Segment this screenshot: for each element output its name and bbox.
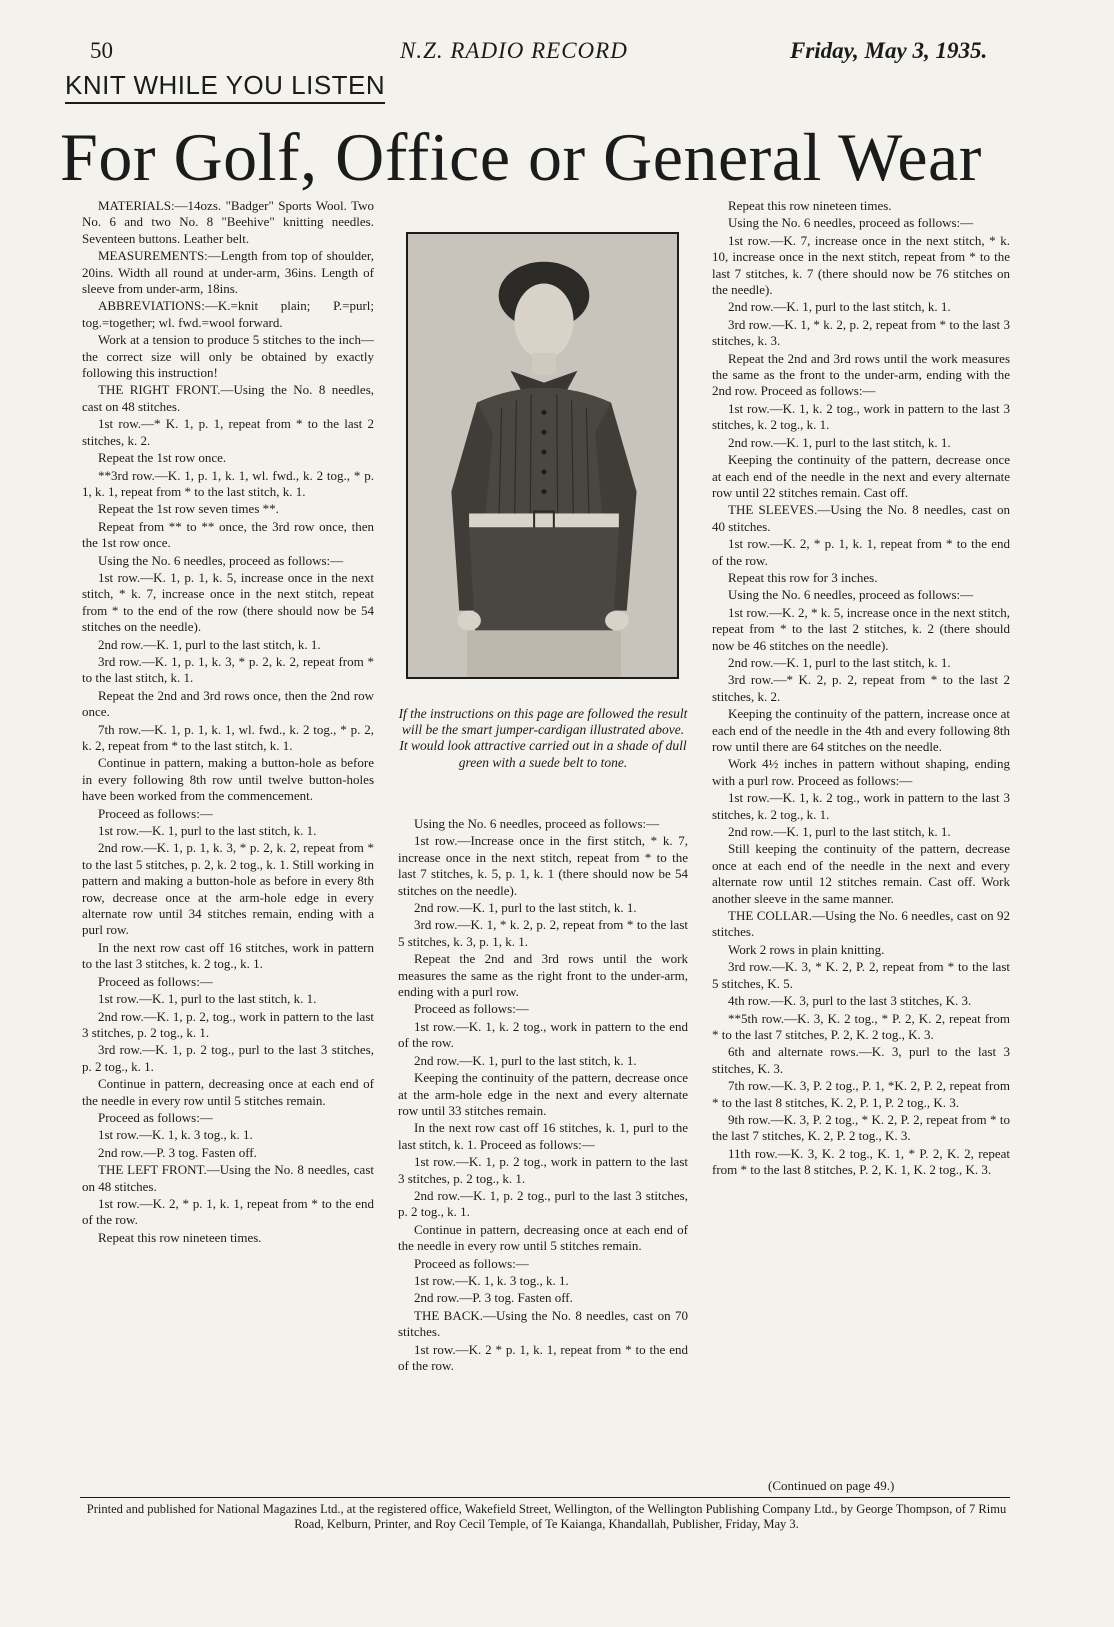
continued-note: (Continued on page 49.) — [768, 1478, 895, 1493]
paragraph: 1st row.—K. 1, k. 2 tog., work in pattern to the last 3 stitches, k. 2 tog., k. 1. — [712, 400, 1010, 433]
paragraph: THE SLEEVES.—Using the No. 8 needles, cast on 40 stitches. — [712, 502, 1010, 534]
page-number: 50 — [90, 38, 113, 63]
paragraph: Keeping the continuity of the pattern, decrease once at each end of the needle in the next and every alternate row until 22 stitches remain. Cast off. — [712, 452, 1010, 500]
paragraph: Continue in pattern, decreasing once at each end of the needle in every row until 5 stitches remain. — [82, 1076, 374, 1108]
section-kicker: KNIT WHILE YOU LISTEN — [65, 70, 385, 104]
paragraph: MEASUREMENTS:—Length from top of shoulder, 20ins. Width all round at under-arm, 36ins. Length of sleeve from under-arm, 18ins. — [82, 248, 374, 297]
paragraph: 1st row.—K. 1, p. 2 tog., work in pattern to the last 3 stitches, p. 2 tog., k. 1. — [398, 1154, 688, 1186]
paragraph: 3rd row.—K. 1, p. 2 tog., purl to the last 3 stitches, p. 2 tog., k. 1. — [82, 1042, 374, 1074]
paragraph: THE LEFT FRONT.—Using the No. 8 needles, cast on 48 stitches. — [82, 1162, 374, 1194]
paragraph: 1st row.—K. 1, k. 2 tog., work in pattern to the end of the row. — [398, 1018, 688, 1051]
cardigan-photo — [406, 232, 679, 679]
article-headline: For Golf, Office or General Wear — [60, 119, 982, 195]
paragraph: 2nd row.—K. 1, purl to the last stitch, k. 1. — [728, 434, 951, 450]
paragraph: 1st row.—K. 1, purl to the last stitch, k. 1. — [98, 823, 317, 839]
paragraph: Repeat the 2nd and 3rd rows until the work measures the same as the front to the under-arm, ending with the 2nd row. Proceed as follows:— — [712, 350, 1010, 399]
paragraph: Continue in pattern, making a button-hole as before in every following 8th row until twelve button-holes have been worked from the commencement. — [82, 755, 374, 804]
paragraph: 2nd row.—K. 1, p. 1, k. 3, * p. 2, k. 2, repeat from * to the last 5 stitches, p. 2, k. 2 tog., k. 1. Still working in pattern and making a button-hole as before in every 8th row, decrease once at the arm-hole edge in every alternate row until 34 stitches remain, ending with a purl row. — [82, 840, 374, 938]
paragraph: 1st row.—* K. 1, p. 1, repeat from * to the last 2 stitches, k. 2. — [82, 416, 374, 448]
paragraph: Repeat this row nineteen times. — [98, 1229, 262, 1245]
paragraph: 1st row.—K. 1, p. 1, k. 5, increase once in the next stitch, * k. 7, increase once in the next stitch, repeat from * to the end of the row (there should now be 54 stitches on the needle). — [82, 569, 374, 635]
paragraph: Keeping the continuity of the pattern, decrease once at the arm-hole edge in the next and every alternate row until 33 stitches remain. — [398, 1070, 688, 1118]
paragraph: 2nd row.—K. 1, p. 2 tog., purl to the last 3 stitches, p. 2 tog., k. 1. — [398, 1187, 688, 1220]
paragraph: 9th row.—K. 3, P. 2 tog., * K. 2, P. 2, repeat from * to the last 7 stitches, K. 2, P. 2 tog., K. 3. — [712, 1111, 1010, 1144]
paragraph: 1st row.—K. 1, k. 3 tog., k. 1. — [414, 1272, 569, 1288]
paragraph: Using the No. 6 needles, proceed as follows:— — [728, 215, 974, 231]
woman-in-cardigan-illustration — [408, 234, 677, 677]
paragraph: 1st row.—K. 1, k. 2 tog., work in pattern to the last 3 stitches, k. 2 tog., k. 1. — [712, 790, 1010, 822]
paragraph: 1st row.—K. 2, * k. 5, increase once in the next stitch, repeat from * to the last 2 stitches, k. 2 (there should now be 46 stitches on the needle). — [712, 604, 1010, 653]
paragraph: 1st row.—K. 2 * p. 1, k. 1, repeat from * to the end of the row. — [398, 1341, 688, 1373]
paragraph: Using the No. 6 needles, proceed as follows:— — [98, 552, 344, 568]
paragraph: 2nd row.—P. 3 tog. Fasten off. — [98, 1144, 257, 1160]
paragraph: 2nd row.—K. 1, purl to the last stitch, k. 1. — [414, 1052, 637, 1068]
footer-rule — [80, 1497, 1010, 1498]
paragraph: 2nd row.—K. 1, purl to the last stitch, k. 1. — [98, 636, 321, 652]
paragraph: 1st row.—K. 7, increase once in the next stitch, * k. 10, increase once in the next stitch, repeat from * to the last 7 stitches, k. 7 (there should now be 76 stitches on the needle). — [712, 232, 1010, 298]
paragraph: 3rd row.—* K. 2, p. 2, repeat from * to the last 2 stitches, k. 2. — [712, 672, 1010, 704]
paragraph: 3rd row.—K. 3, * K. 2, P. 2, repeat from * to the last 5 stitches, K. 5. — [712, 959, 1010, 991]
paragraph: 7th row.—K. 1, p. 1, k. 1, wl. fwd., k. 2 tog., * p. 2, k. 2, repeat from * to the last stitch, k. 1. — [82, 721, 374, 753]
paragraph: Repeat the 2nd and 3rd rows once, then the 2nd row once. — [82, 687, 374, 720]
paragraph: Repeat the 1st row once. — [98, 450, 227, 466]
paragraph: **3rd row.—K. 1, p. 1, k. 1, wl. fwd., k. 2 tog., * p. 1, k. 1, repeat from * to the last stitch, k. 1. — [82, 467, 374, 499]
paragraph: 2nd row.—P. 3 tog. Fasten off. — [414, 1290, 573, 1306]
imprint-footer: Printed and published for National Magazines Ltd., at the registered office, Wakefield Street, Wellington, of the Wellington Publishing Company Ltd., by George Thompson, of 7 Rimu Road, Kelburn, Printer, and Roy Cecil Temple, of Te Kaianga, Khandallah, Publisher, Friday, May 3. — [86, 1502, 1007, 1531]
paragraph: Repeat the 2nd and 3rd rows until the work measures the same as the right front to the under-arm, ending with a purl row. — [398, 951, 688, 1000]
paragraph: Using the No. 6 needles, proceed as follows:— — [728, 587, 974, 603]
paragraph: 3rd row.—K. 1, * k. 2, p. 2, repeat from * to the last 5 stitches, k. 3, p. 1, k. 1. — [398, 917, 688, 949]
article-column-2 — [398, 816, 688, 1375]
paragraph: 1st row.—K. 1, k. 3 tog., k. 1. — [98, 1127, 253, 1143]
paragraph: 1st row.—Increase once in the first stitch, * k. 7, increase once in the next stitch, repeat from * to the last 7 stitches, k. 5, p. 1, k. 1 (there should now be 54 stitches on the needle). — [398, 833, 688, 898]
paragraph: Proceed as follows:— — [98, 1109, 213, 1125]
publication-name: N.Z. RADIO RECORD — [400, 38, 628, 63]
paragraph: Proceed as follows:— — [414, 1255, 529, 1271]
paragraph: Proceed as follows:— — [414, 1001, 529, 1017]
paragraph: Still keeping the continuity of the pattern, decrease once at each end of the needle in the next and every alternate row until 12 stitches remain. Cast off. Work another sleeve in the same manner. — [712, 841, 1010, 906]
paragraph: 2nd row.—K. 1, purl to the last stitch, k. 1. — [728, 824, 951, 840]
paragraph: 1st row.—K. 2, * p. 1, k. 1, repeat from * to the end of the row. — [82, 1195, 374, 1228]
paragraph: 2nd row.—K. 1, purl to the last stitch, k. 1. — [728, 299, 951, 315]
paragraph: 3rd row.—K. 1, * k. 2, p. 2, repeat from * to the last 3 stitches, k. 3. — [712, 316, 1010, 349]
paragraph: 2nd row.—K. 1, p. 2, tog., work in pattern to the last 3 stitches, p. 2 tog., k. 1. — [82, 1008, 374, 1040]
photo-caption: If the instructions on this page are followed the result will be the smart jumper-cardigan illustrated above. It would look attractive carried out in a shade of dull green with a suede belt to tone. — [398, 706, 688, 770]
paragraph: THE BACK.—Using the No. 8 needles, cast on 70 stitches. — [398, 1307, 688, 1340]
paragraph: Continue in pattern, decreasing once at each end of the needle in every row until 5 stitches remain. — [398, 1221, 688, 1254]
paragraph: 1st row.—K. 2, * p. 1, k. 1, repeat from * to the end of the row. — [712, 536, 1010, 568]
paragraph: Repeat this row for 3 inches. — [728, 569, 878, 585]
paragraph: 2nd row.—K. 1, purl to the last stitch, k. 1. — [414, 900, 637, 916]
paragraph: 11th row.—K. 3, K. 2 tog., K. 1, * P. 2, K. 2, repeat from * to the last 8 stitches, P. 2, K. 1, K. 2 tog., K. 3. — [712, 1145, 1010, 1178]
article-column-1 — [82, 198, 374, 1247]
paragraph: Work 2 rows in plain knitting. — [728, 941, 885, 957]
paragraph: 1st row.—K. 1, purl to the last stitch, k. 1. — [98, 991, 317, 1007]
paragraph: Proceed as follows:— — [98, 805, 213, 821]
paragraph: In the next row cast off 16 stitches, k. 1, purl to the last stitch, k. 1. Proceed as follows:— — [398, 1120, 688, 1152]
paragraph: Proceed as follows:— — [98, 973, 213, 989]
paragraph: Using the No. 6 needles, proceed as follows:— — [414, 816, 660, 831]
paragraph: 4th row.—K. 3, purl to the last 3 stitches, K. 3. — [728, 993, 972, 1009]
paragraph: Keeping the continuity of the pattern, increase once at each end of the needle in the 4th and every following 8th row until there are 64 stitches on the needle. — [712, 706, 1010, 754]
paragraph: MATERIALS:—14ozs. "Badger" Sports Wool. Two No. 6 and two No. 8 "Beehive" knitting needles. Seventeen buttons. Leather belt. — [82, 198, 374, 246]
paragraph: Repeat the 1st row seven times **. — [98, 501, 279, 517]
issue-date: Friday, May 3, 1935. — [790, 38, 988, 63]
paragraph: Work at a tension to produce 5 stitches to the inch—the correct size will only be obtained by exactly following this instruction! — [82, 332, 374, 381]
paragraph: THE RIGHT FRONT.—Using the No. 8 needles, cast on 48 stitches. — [82, 382, 374, 414]
paragraph: Work 4½ inches in pattern without shaping, ending with a purl row. Proceed as follows:— — [712, 756, 1010, 788]
paragraph: **5th row.—K. 3, K. 2 tog., * P. 2, K. 2, repeat from * to the last 7 stitches, P. 2, K. 2 tog., K. 3. — [712, 1010, 1010, 1042]
paragraph: 7th row.—K. 3, P. 2 tog., P. 1, *K. 2, P. 2, repeat from * to the last 8 stitches, K. 2, P. 1, P. 2 tog., K. 3. — [712, 1078, 1010, 1110]
paragraph: 6th and alternate rows.—K. 3, purl to the last 3 stitches, K. 3. — [712, 1044, 1010, 1076]
paragraph: ABBREVIATIONS:—K.=knit plain; P.=purl; tog.=together; wl. fwd.=wool forward. — [82, 298, 374, 330]
paragraph: THE COLLAR.—Using the No. 6 needles, cast on 92 stitches. — [712, 908, 1010, 940]
paragraph: In the next row cast off 16 stitches, work in pattern to the last 3 stitches, k. 2 tog., k. 1. — [82, 939, 374, 972]
paragraph: 2nd row.—K. 1, purl to the last stitch, k. 1. — [728, 654, 951, 670]
paragraph: Repeat this row nineteen times. — [728, 198, 892, 213]
article-column-3 — [712, 198, 1010, 1180]
paragraph: Repeat from ** to ** once, the 3rd row once, then the 1st row once. — [82, 518, 374, 551]
paragraph: 3rd row.—K. 1, p. 1, k. 3, * p. 2, k. 2, repeat from * to the last stitch, k. 1. — [82, 653, 374, 686]
